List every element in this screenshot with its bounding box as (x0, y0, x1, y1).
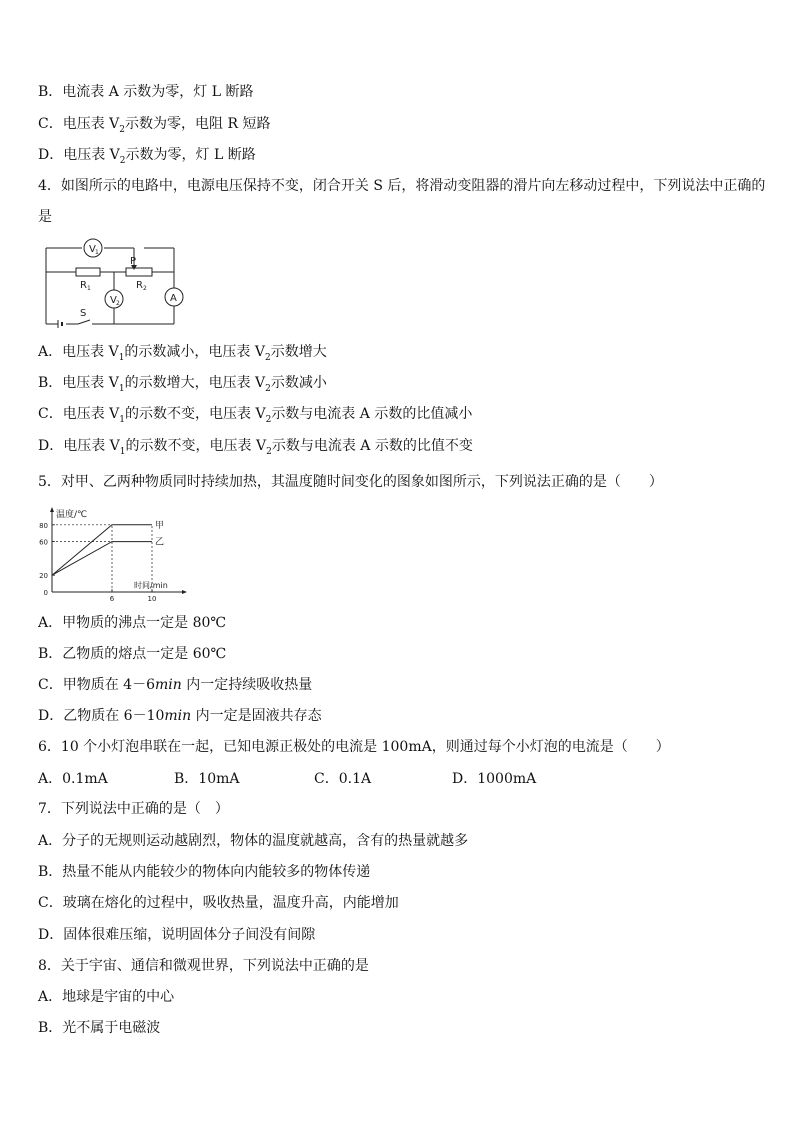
q5-temperature-time-chart (34, 506, 194, 606)
v2-meter-sub: 2 (116, 300, 120, 307)
q6-option-d: D．1000mA (452, 771, 537, 787)
r1-label: R (80, 280, 87, 291)
q4-stem: 4．如图所示的电路中，电源电压保持不变，闭合开关 S 后，将滑动变阻器的滑片向左移动过程中，下列说法中正确的 (38, 178, 766, 194)
q4-option-d: D．电压表 $V_1$的示数不变，电压表 $V_2$示数与电流表 A 示数的比值不变 (38, 438, 473, 457)
q5-option-b: B．乙物质的熔点一定是 60℃ (38, 646, 227, 662)
r2-label: R (136, 280, 143, 291)
chart-ytick-label: 80 (39, 521, 48, 530)
q6-stem: 6．10 个小灯泡串联在一起，已知电源正极处的电流是 100mA，则通过每个小灯泡的电流是（ ） (38, 739, 670, 755)
q7-option-c: C．玻璃在熔化的过程中，吸收热量，温度升高，内能增加 (38, 895, 399, 911)
q7-option-d: D．固体很难压缩，说明固体分子间没有间隙 (38, 927, 316, 943)
q8-option-a: A．地球是宇宙的中心 (38, 989, 175, 1005)
q5-option-d: D．乙物质在 6－10min 内一定是固液共存态 (38, 708, 322, 724)
q6-option-a: A．0.1mA (38, 771, 108, 787)
q3-option-c: C．电压表 $V_2$示数为零，电阻 R 短路 (38, 116, 271, 135)
q7-option-b: B．热量不能从内能较少的物体向内能较多的物体传递 (38, 864, 371, 880)
q4-option-a: A．电压表 $V_1$的示数减小，电压表 $V_2$示数增大 (38, 344, 327, 363)
q4-option-c: C．电压表 $V_1$的示数不变，电压表 $V_2$示数与电流表 A 示数的比值减小 (38, 406, 473, 425)
chart-ytick-label: 60 (39, 538, 48, 547)
q5-stem: 5．对甲、乙两种物质同时持续加热，其温度随时间变化的图象如图所示，下列说法正确的是（ ） (38, 474, 663, 490)
chart-series-label: 乙 (155, 537, 165, 548)
ammeter-label: A (170, 293, 177, 304)
q4-circuit-diagram (40, 236, 196, 328)
q4-option-b: B．电压表 $V_1$的示数增大，电压表 $V_2$示数减小 (38, 375, 327, 394)
chart-xtick-label: 6 (109, 595, 115, 603)
q4-stem-continued: 是 (38, 209, 52, 225)
chart-x-arrow (182, 590, 187, 594)
switch-label: S (80, 308, 87, 319)
chart-xtick-label: 10 (147, 595, 157, 603)
v1-meter-label: V (89, 244, 96, 255)
q3-option-d: D．电压表 $V_2$示数为零，灯 L 断路 (38, 147, 256, 166)
q6-option-c: C．0.1A (314, 771, 372, 787)
chart-series-line (52, 542, 152, 576)
r1-sub: 1 (87, 285, 91, 292)
chart-ytick-label: 0 (43, 589, 48, 597)
q7-stem: 7．下列说法中正确的是（ ） (38, 801, 229, 817)
q8-stem: 8．关于宇宙、通信和微观世界，下列说法中正确的是 (38, 958, 369, 974)
v1-meter-sub: 1 (95, 249, 99, 256)
v2-meter-label: V (110, 295, 117, 306)
chart-y-arrow (50, 507, 54, 512)
q8-option-b: B．光不属于电磁波 (38, 1020, 161, 1036)
q6-options (38, 770, 638, 788)
q3-option-b: B．电流表 A 示数为零，灯 L 断路 (38, 84, 254, 100)
chart-series-line (52, 525, 152, 575)
chart-series-label: 甲 (155, 520, 165, 531)
chart-ytick-label: 20 (39, 572, 48, 581)
chart-xlabel: 时间/min (134, 581, 168, 590)
slider-p-label: P (130, 256, 137, 267)
q5-option-c: C．甲物质在 4－6min 内一定持续吸收热量 (38, 677, 313, 693)
r2-sub: 2 (143, 285, 147, 292)
q6-option-b: B．10mA (174, 771, 240, 787)
q5-option-a: A．甲物质的沸点一定是 80℃ (38, 615, 227, 631)
chart-ylabel: 温度/℃ (56, 510, 88, 520)
q7-option-a: A．分子的无规则运动越剧烈，物体的温度就越高，含有的热量就越多 (38, 833, 469, 849)
